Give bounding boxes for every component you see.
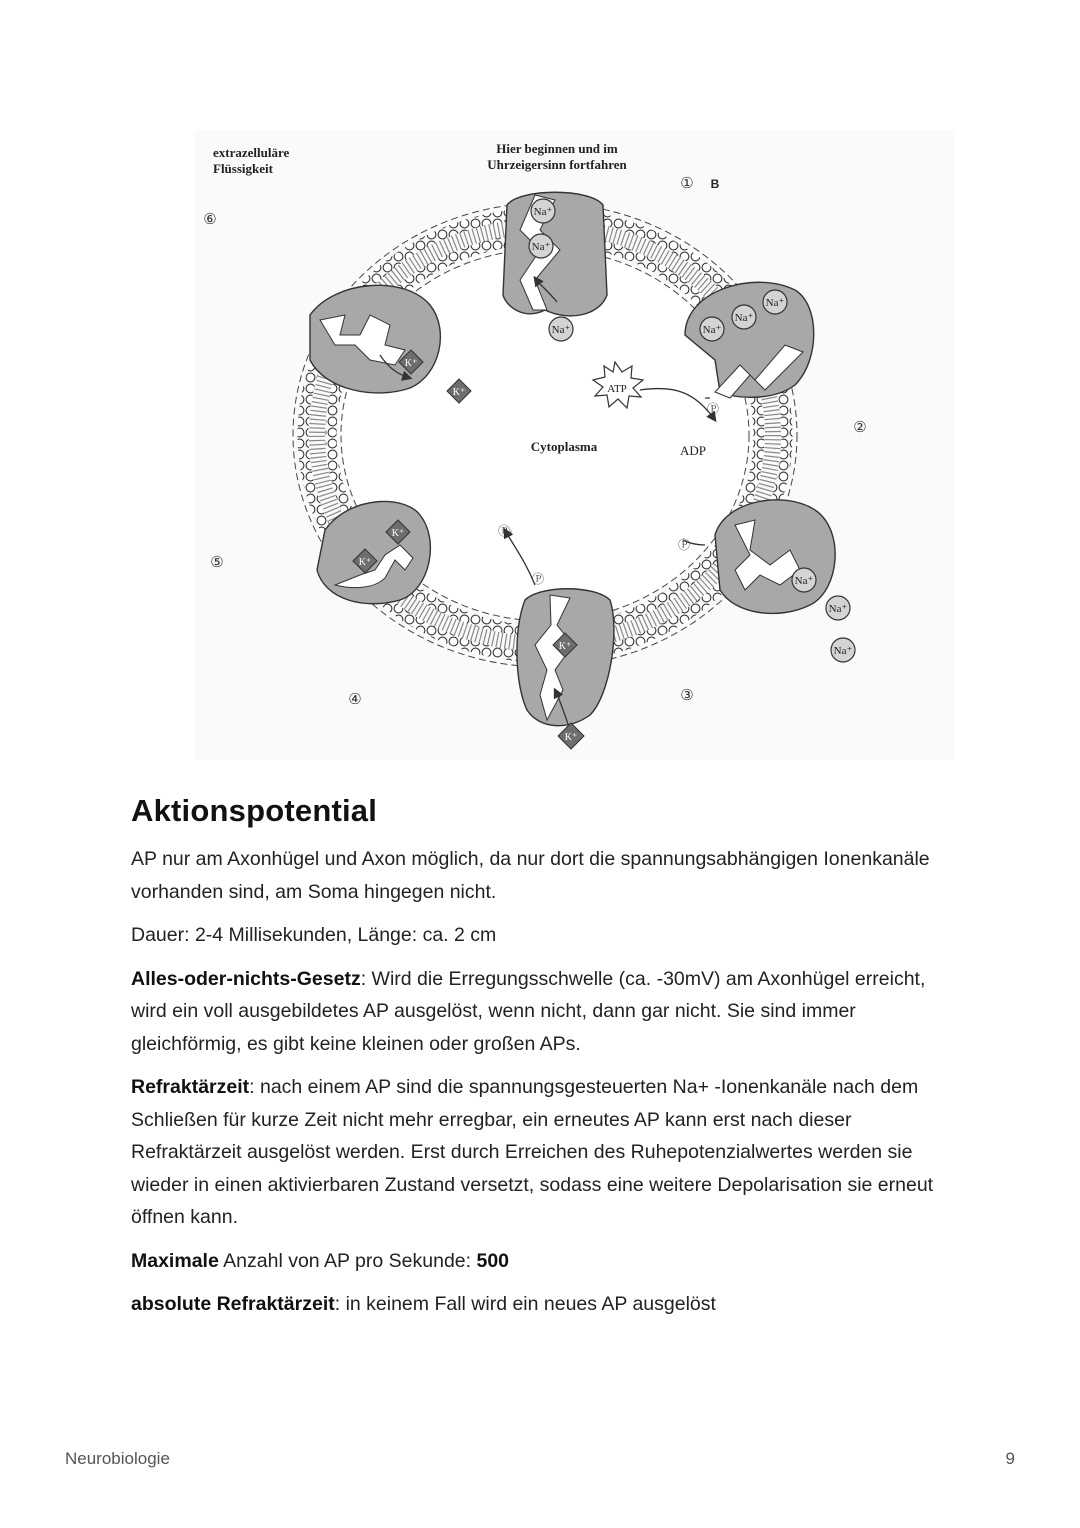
text-max-rate: Anzahl von AP pro Sekunde: [218,1249,477,1272]
k-ion-label: K⁺ [391,528,405,539]
na-ion [531,199,555,223]
definition-absolute-refractory: : in keinem Fall wird ein neues AP ausgelöst [334,1293,716,1315]
step-number-2: ② [853,419,867,436]
na-ion-label: Na⁺ [531,241,551,253]
na-ion-label: Na⁺ [828,603,848,615]
na-ion [763,290,787,314]
paragraph-refractory [131,1071,951,1234]
na-ion-label: Na⁺ [765,297,785,309]
footer-subject: Neurobiologie [65,1449,170,1468]
na-ion-label: Na⁺ [551,324,571,336]
atp-label: ATP [607,383,627,395]
definition-refractory: : nach einem AP sind die spannungsgesteuerten Na+ -Ionenkanäle nach dem Schließen für kurze Zeit nicht mehr erregbar, ein erneutes AP kann erst nach dieser Refraktärzeit ausgelöst werden. Erst durch Erreichen des Ruhepotenzialwertes werden sie wieder in einen aktivierbaren Zustand versetzt, sodass eine weitere Depolarisation sie erneut öffnen kann. [131,1076,934,1228]
extracellular-label-line2: Flüssigkeit [213,161,273,176]
na-ion [831,638,855,662]
step-number-5: ⑤ [210,554,224,571]
na-ion [792,568,816,592]
na-ion [549,317,573,341]
step-number-6: ⑥ [203,211,217,228]
section-title: Aktionspotential [131,793,378,828]
adp-label: ADP [679,443,707,458]
na-ion-label: Na⁺ [533,206,553,218]
inorganic-phosphate-label: Ⓟᵢ [498,524,512,538]
pump-step-6 [310,285,440,393]
k-ion-label: K⁺ [358,557,372,568]
phosphate-label: Ⓟ [677,538,691,552]
na-ion [529,234,553,258]
phosphate-label: Ⓟ [706,402,720,416]
value-max-rate: 500 [476,1249,510,1272]
start-instruction-line2: Uhrzeigersinn fortfahren [487,157,627,172]
na-ion-label: Na⁺ [702,324,722,336]
term-maximale: Maximale [131,1249,219,1272]
definition-all-or-nothing: : Wird die Erregungsschwelle (ca. -30mV) am Axonhügel erreicht, wird ein voll ausgebildetes AP ausgelöst, wenn nicht, dann gar nicht. Sie sind immer gleichförmig, es gibt keine kleinen oder großen APs. [131,967,926,1055]
paragraph-duration: Dauer: 2-4 Millisekunden, Länge: ca. 2 cm [131,924,497,946]
step-number-4: ④ [348,691,362,708]
na-ion-label: Na⁺ [734,312,754,324]
na-ion [826,596,850,620]
paragraph-all-or-nothing [131,963,951,1061]
step-number-3: ③ [680,687,694,704]
paragraph-max-rate [131,1245,951,1278]
sodium-potassium-pump-figure [195,130,955,760]
k-ion-label: K⁺ [452,387,466,398]
term-absolute-refractory: absolute Refraktärzeit [131,1293,335,1315]
na-ion [732,305,756,329]
paragraph-absolute-refractory [131,1288,951,1321]
paragraph-ap-location: AP nur am Axonhügel und Axon möglich, da nur dort die spannungsabhängigen Ionenkanäle vorhanden sind, am Soma hingegen nicht. [131,848,930,903]
na-ion [700,317,724,341]
na-ion-label: Na⁺ [794,575,814,587]
pump-step-3 [715,500,835,614]
k-ion-label: K⁺ [564,732,578,743]
handwritten-mark-b: B [710,177,720,191]
k-ion-label: K⁺ [558,641,572,652]
term-refractory: Refraktärzeit [131,1076,250,1098]
extracellular-label-line1: extrazelluläre [213,145,290,160]
cytoplasm-label: Cytoplasma [530,439,598,454]
k-ion-label: K⁺ [404,358,418,369]
na-ion-label: Na⁺ [833,645,853,657]
section-body [131,843,951,1332]
phosphate-label: Ⓟ [531,572,545,586]
page-number: 9 [1005,1449,1015,1468]
start-instruction-line1: Hier beginnen und im [496,141,618,156]
term-all-or-nothing: Alles-oder-nichts-Gesetz [131,967,361,990]
step-number-1: ① [680,175,694,192]
